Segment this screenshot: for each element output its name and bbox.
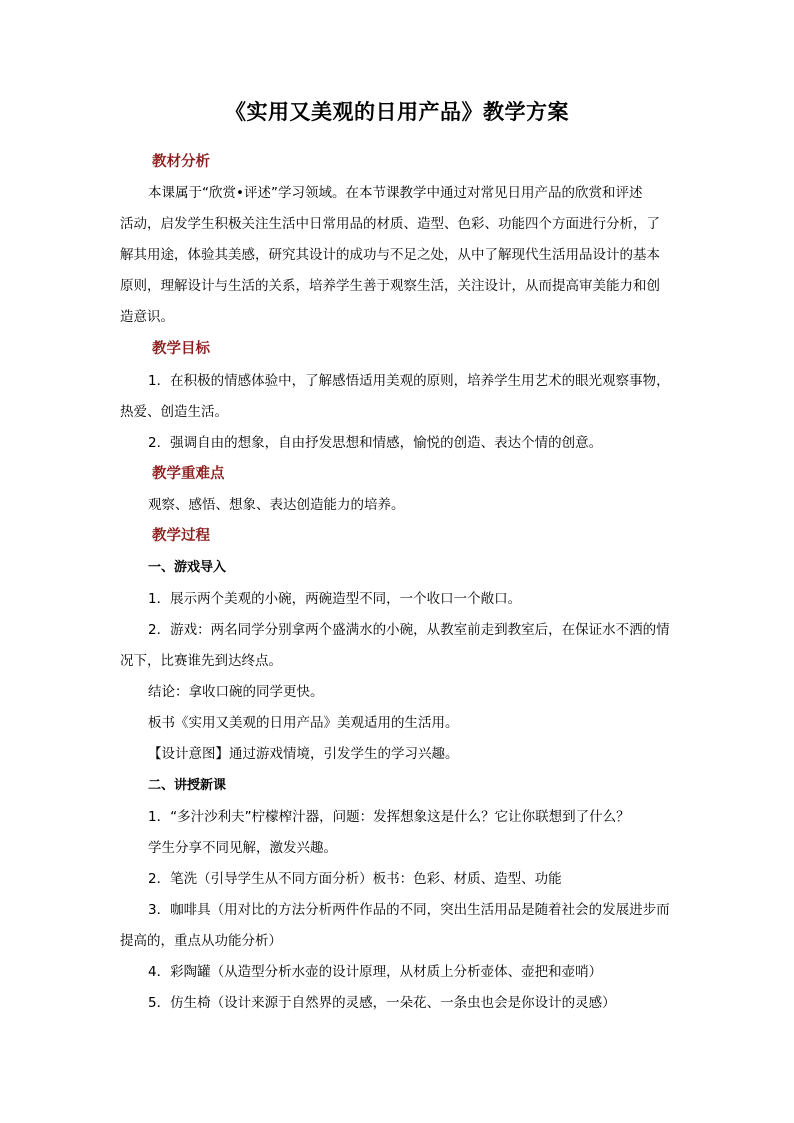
process-2-line-5: 4．彩陶罐（从造型分析水壶的设计原理，从材质上分析壶体、壶把和壶哨） — [148, 964, 603, 980]
heading-objectives: 教学目标 — [152, 340, 210, 357]
objective-2: 2．强调自由的想象，自由抒发思想和情感，愉悦的创造、表达个情的创意。 — [148, 435, 603, 451]
process-1-board: 板书《实用又美观的日用产品》美观适用的生活用。 — [148, 715, 459, 731]
subheading-game-intro: 一、游戏导入 — [148, 560, 227, 575]
process-2-line-2: 学生分享不同见解，激发兴趣。 — [148, 840, 337, 856]
key-points-text: 观察、感悟、想象、表达创造能力的培养。 — [148, 497, 405, 513]
heading-textbook-analysis: 教材分析 — [152, 153, 210, 170]
process-2-line-1: 1．“多汁沙利夫”柠檬榨汁器，问题：发挥想象这是什么？它让你联想到了什么？ — [148, 809, 630, 825]
process-2-line-3: 2．笔洗（引导学生从不同方面分析）板书：色彩、材质、造型、功能 — [148, 871, 562, 887]
process-2-line-4b: 提高的，重点从功能分析） — [120, 933, 282, 949]
heading-key-points: 教学重难点 — [152, 465, 225, 482]
process-2-line-4a: 3．咖啡具（用对比的方法分析两件作品的不同，突出生活用品是随着社会的发展进步而 — [148, 902, 670, 918]
analysis-line-3: 解其用途，体验其美感，研究其设计的成功与不足之处，从中了解现代生活用品设计的基本 — [120, 247, 660, 263]
objective-1-line-1: 1．在积极的情感体验中，了解感悟适用美观的原则，培养学生用艺术的眼光观察事物， — [148, 373, 670, 389]
analysis-line-5: 造意识。 — [120, 309, 174, 325]
document-title: 《实用又美观的日用产品》教学方案 — [225, 99, 569, 124]
process-1-line-1: 1．展示两个美观的小碗，两碗造型不同，一个收口一个敞口。 — [148, 591, 522, 607]
subheading-new-lesson: 二、讲授新课 — [148, 778, 227, 793]
process-2-line-6: 5．仿生椅（设计来源于自然界的灵感，一朵花、一条虫也会是你设计的灵感） — [148, 995, 616, 1011]
heading-process: 教学过程 — [152, 527, 210, 544]
analysis-line-2: 活动，启发学生积极关注生活中日常用品的材质、造型、色彩、功能四个方面进行分析，了 — [120, 216, 660, 232]
process-1-conclusion: 结论：拿收口碗的同学更快。 — [148, 684, 324, 700]
analysis-line-4: 原则，理解设计与生活的关系，培养学生善于观察生活，关注设计，从而提高审美能力和创 — [120, 278, 660, 294]
analysis-line-1: 本课属于“欣赏•评述”学习领域。在本节课教学中通过对常见日用产品的欣赏和评述 — [148, 185, 643, 201]
process-1-line-2a: 2．游戏：两名同学分别拿两个盛满水的小碗，从教室前走到教室后，在保证水不洒的情 — [148, 622, 670, 638]
process-1-line-2b: 况下，比赛谁先到达终点。 — [120, 653, 282, 669]
process-1-design-intent: 【设计意图】通过游戏情境，引发学生的学习兴趣。 — [148, 746, 459, 762]
objective-1-line-2: 热爱、创造生活。 — [120, 404, 228, 420]
